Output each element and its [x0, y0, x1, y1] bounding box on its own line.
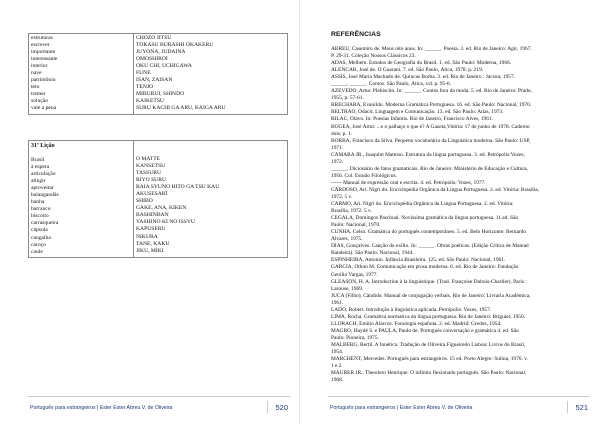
reference-line: BELTRÃO, Odacir. Linguagem e Comunicação. 13. ed. São Paulo: Atlas, 1973.	[331, 109, 504, 116]
reference-line: AZEVEDO, Artur. Plebiscito. In: ______. Contos fora da moda. 5. ed. Rio de Janeiro: Prado,	[331, 88, 532, 95]
portuguese-word: atingir	[31, 178, 46, 185]
japanese-translation: KANSETSU	[136, 163, 166, 170]
reference-line: ASSIS, José Maria Machado de. Quincas Borba. 3. ed. Rio de Janeiro : Jacson, 1957.	[331, 74, 515, 81]
portuguese-word: escrever	[31, 42, 50, 49]
reference-line: P. 29-31. Coleção Nossos Clássicos 23.	[331, 53, 416, 60]
reference-line: LLORACH, Emilio Alarcos. Fonología española. 2. ed. Madrid: Gredos, 1954.	[331, 320, 502, 327]
portuguese-word: vale a pena	[31, 105, 57, 112]
portuguese-word: caroço	[31, 241, 46, 248]
reference-line: 1972.	[331, 158, 344, 165]
portuguese-word: nave	[31, 70, 42, 77]
reference-line: 1971.	[331, 144, 344, 151]
reference-line: Paulo: Pioneira, 1975.	[331, 334, 379, 341]
japanese-translation: CHŌZŌ JITSU	[136, 35, 172, 41]
reference-line: MAGRO, Haydé S. e PAULA, Paulo de. Português conversação e gramática 4. ed. São	[331, 327, 519, 334]
reference-line: ______. Dicionário de fatos gramaticais. Rio de Janeiro: Ministério de Educação e Cultura,	[331, 165, 528, 172]
japanese-translation: NIKURA	[136, 233, 158, 240]
reference-line: DIAS, Gonçalves. Canção do exílio. In: ______. Obras poéticas. (Edição Crítica de Manuel	[331, 243, 529, 250]
reference-line: CÂMARA JR., Joaquim Mattoso. Estrutura da língua portuguesa. 3. ed. Petrópolis:Vozes,	[331, 151, 525, 158]
reference-line: JUCA (Filho), Cândido. Manual de conjugação verbais. Rio de Janeiro: Livraria Acadêmica,	[331, 292, 531, 299]
japanese-translation: KAPUSERU	[136, 226, 166, 233]
reference-line: CEGALA, Domingos Paschoal. Novíssima gramática da língua portuguesa. 11.ed. São	[331, 215, 519, 222]
japanese-column	[134, 34, 288, 115]
portuguese-word: estruturas	[31, 35, 53, 41]
reference-line: Larouse, 1969.	[331, 285, 364, 292]
reference-line: CARDOSO, Ari. Nigri do. Enciclopédia Orgânica da Língua Portuguesa. 2. ed. Vitória: Brasília,	[331, 186, 540, 193]
reference-line: LIMA, Rocha. Gramática normativa da língua portuguesa. Rio de Janeiro: Briguiet, 1950.	[331, 313, 526, 320]
portuguese-word: importante	[31, 49, 56, 56]
footer-text: Português para estrangeiros | Ester Ester Abreu V. de Oliveira	[30, 405, 173, 411]
portuguese-word: caule	[31, 248, 43, 255]
reference-line: 1954.	[331, 349, 344, 356]
reference-line: GARCIA, Othon M. Comunicação em prosa moderna. 6. ed. Rio de Janeiro: Fundação	[331, 264, 519, 271]
portuguese-word: interior	[31, 63, 48, 70]
vocabulary-table-2	[28, 140, 288, 258]
reference-line: MAURER JR., Theodoro Henrique. O infinito flexionado português. São Paulo: Nacional,	[331, 370, 527, 377]
reference-line: ESPINHEIRA, Antonio. Infância Brasileira. 125. ed. São Paulo: Nacional, 1961.	[331, 257, 506, 264]
vocabulary-table-1	[28, 33, 288, 115]
portuguese-word: Brasil	[31, 157, 45, 163]
portuguese-word: cangalha	[31, 234, 51, 241]
portuguese-word: barranco	[31, 206, 51, 213]
portuguese-column	[29, 34, 134, 115]
reference-line: BORBA, Francisco da Silva. Pequeno vocabulário da Linguística moderna. São Paulo: USP,	[331, 137, 531, 144]
portuguese-word: articulação	[31, 171, 56, 178]
portuguese-word: tremer	[31, 91, 46, 98]
spacer	[136, 142, 285, 149]
japanese-translation: GAKE, ANA, KIKEN	[136, 205, 187, 212]
reference-line: Brasília, 1972. 5 v.	[331, 208, 372, 215]
japanese-translation: FUNE	[136, 70, 151, 77]
japanese-translation: RIYŌ SURU	[136, 177, 166, 184]
portuguese-word: cápsula	[31, 227, 48, 234]
portuguese-word: à espera	[31, 164, 50, 171]
reference-line: BRECHARA, Evanildo. Moderna Gramática Portuguesa. 16. ed. São Paulo: Nacional, 1970.	[331, 102, 532, 109]
reference-line: BILAC, Olavo. In: Poesias Infantis. Rio de Janeiro, Francisco Alves, 1961.	[331, 116, 493, 123]
spacer	[136, 149, 285, 156]
japanese-translation: YASHINO KI NO ISSYU	[136, 219, 195, 226]
portuguese-word: carrasqueira	[31, 220, 59, 227]
reference-line: Álvares, 1975.	[331, 236, 363, 243]
japanese-translation: O MATTE	[136, 156, 161, 162]
japanese-translation: OKU CHI, UCHIGAWA	[136, 63, 192, 70]
footer-divider	[267, 401, 268, 413]
reference-line: 1972. 5 v.	[331, 193, 353, 200]
page-footer	[328, 396, 590, 417]
japanese-translation: SHIBŌ	[136, 198, 153, 205]
references-list	[331, 46, 582, 384]
reference-line: CUNHA, Celso. Gramática do português contemporâneo. 5. ed. Belo Horizonte: Bernardo	[331, 229, 527, 236]
page-number: 520	[275, 403, 288, 412]
japanese-translation: JIKU, MIKI	[136, 247, 164, 254]
reference-line: ADAS, Melhem. Estudos de Geografia do Brasil. 1. ed. São Paulo: Moderna, 1966.	[331, 60, 512, 67]
portuguese-word: patrimônio	[31, 77, 56, 84]
references-title: REFERÊNCIAS	[331, 31, 381, 38]
reference-line: ______. ______. Contos. São Paulo, Ática, s/d. p. 95-6.	[331, 81, 452, 88]
reference-line: 1956. Col. Estudo Filológicos.	[331, 172, 397, 179]
japanese-translation: TANE, KAKU	[136, 240, 170, 247]
japanese-translation: TOKASU BURASHI OKAKERU	[136, 42, 214, 49]
reference-line: ------ Manual de expressão oral e escrita. 4. ed. Petrópolis: Vozes, 1977.	[331, 179, 486, 186]
reference-line: MALBERG, Bertil. A fonética. Tradução de Oliveira Figueiredo Lisboa: Livros do Brasil,	[331, 341, 526, 348]
reference-line: dois. p. 1.	[331, 130, 353, 137]
right-page	[300, 0, 600, 424]
reference-line: Bandeira). São Paulo: Nacional, 1944.	[331, 250, 414, 257]
japanese-translation: JŪYŌNA, JUDAINA	[136, 49, 186, 56]
table-row	[29, 141, 288, 258]
reference-line: ALENCAR, José de. O Guarani. 7. ed. São Paulo, Ática, 1978. p. 219.	[331, 67, 484, 74]
japanese-translation: SURU KACHI GA ARU, KAIGA ARU	[136, 105, 226, 112]
page-footer	[28, 396, 290, 417]
japanese-translation: MIBURUI, SHINDŌ	[136, 91, 185, 98]
reference-line: GLEASON, H. A. Introduction à la linguistique. (Trad. Françoise Dubois-Charlier). Paris :	[331, 278, 527, 285]
lesson-title: 31ª Lição	[31, 143, 55, 149]
japanese-translation: TENJŌ	[136, 84, 154, 91]
footer-text: Português para estrangeiros | Ester Ester Abreu V. de Oliveira	[330, 405, 473, 411]
reference-line: 1968.	[331, 377, 344, 384]
footer-divider	[567, 401, 568, 413]
reference-line: ABREU, Casemiro de. Meus oito anos. In: ______. Poesia. 3. ed. Rio de Janeiro: Agir, 1967.	[331, 46, 532, 52]
portuguese-word: banha	[31, 199, 45, 206]
reference-line: 1961.	[331, 299, 344, 306]
page-number: 521	[575, 403, 588, 412]
reference-line: 1 e 2.	[331, 363, 343, 370]
portuguese-word: solução	[31, 98, 49, 105]
japanese-translation: OMOSHIROI	[136, 56, 168, 63]
japanese-translation: AKUSESARĪ	[136, 191, 168, 198]
table-row	[29, 34, 288, 115]
portuguese-word: biscoito	[31, 213, 49, 220]
portuguese-column	[29, 141, 134, 258]
japanese-translation: BAIA SYŪNO HITO GA TSU KAU	[136, 184, 220, 191]
reference-line: CARMO, Ari. Nigri do. Enciclopédia Orgânica da Língua Portuguesa. 2. ed. Vitória:	[331, 201, 514, 208]
portuguese-word: teto	[31, 84, 40, 91]
reference-line: Paulo: Nacional, 1970.	[331, 222, 381, 229]
portuguese-word: balangandãs	[31, 192, 59, 199]
reference-line: MARCHENT, Mercedes. Português para estrangeiros. 15 ed. Porto Alegre: Sulina, 1976. v.	[331, 356, 528, 363]
reference-line: BOGEA, José Artur. ...e o palhaço o que é? A Gazeta,Vitória: 17 de junho de 1978. Caderno	[331, 123, 530, 130]
reference-line: LADO, Robert. Introdução à linguística aplicada. Petrópolis: Vozes, 1957.	[331, 306, 492, 313]
japanese-translation: BASHINBAN	[136, 212, 169, 219]
portuguese-word: aproveitar	[31, 185, 54, 192]
japanese-translation: KAIKETSU	[136, 98, 164, 105]
reference-line: Getúlio Vargas, 1977.	[331, 271, 378, 278]
japanese-translation: ISAN, ZAISAN	[136, 77, 173, 84]
portuguese-word: interessante	[31, 56, 58, 63]
japanese-column	[134, 141, 288, 258]
reference-line: 1955, p. 57-61.	[331, 95, 364, 102]
japanese-translation: TASSURU	[136, 170, 162, 177]
